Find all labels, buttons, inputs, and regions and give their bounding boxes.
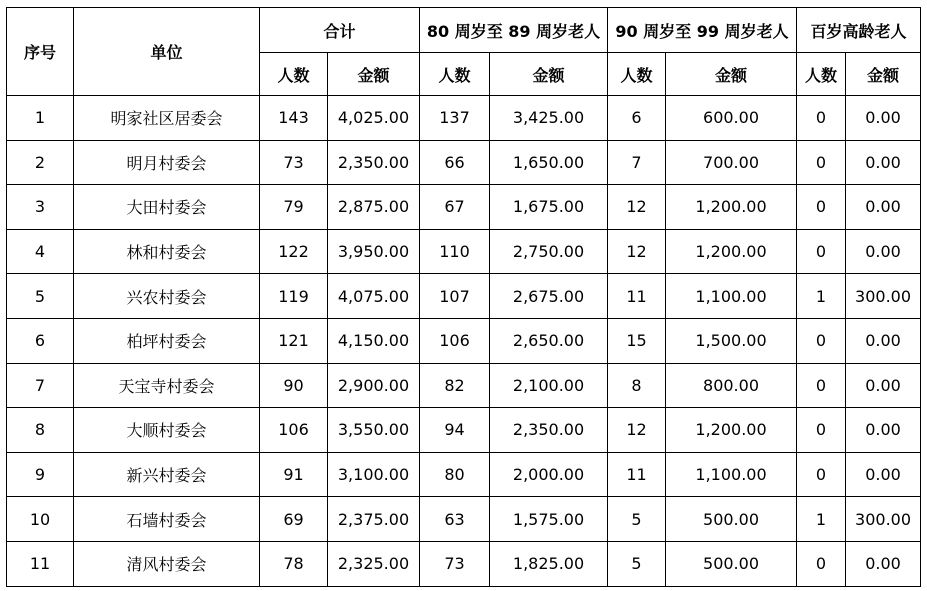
count-100-cell: 0 <box>797 318 846 363</box>
count-100-cell: 0 <box>797 185 846 230</box>
seq-cell: 7 <box>7 363 74 408</box>
table-body <box>7 96 921 587</box>
count-80-cell: 80 <box>420 452 490 497</box>
total-amount-cell: 2,350.00 <box>328 140 420 185</box>
amount-90-cell: 600.00 <box>666 96 797 141</box>
header-seq: 序号 <box>7 8 74 96</box>
seq-cell: 1 <box>7 96 74 141</box>
amount-100-cell: 0.00 <box>846 541 921 586</box>
total-amount-cell: 2,875.00 <box>328 185 420 230</box>
count-90-cell: 11 <box>608 274 666 319</box>
seq-cell: 11 <box>7 541 74 586</box>
count-80-cell: 66 <box>420 140 490 185</box>
header-80-count: 人数 <box>420 53 490 96</box>
unit-cell: 天宝寺村委会 <box>74 363 260 408</box>
amount-80-cell: 2,750.00 <box>490 229 608 274</box>
amount-100-cell: 0.00 <box>846 229 921 274</box>
count-80-cell: 106 <box>420 318 490 363</box>
seq-cell: 4 <box>7 229 74 274</box>
count-80-cell: 63 <box>420 497 490 542</box>
count-90-cell: 5 <box>608 541 666 586</box>
count-90-cell: 6 <box>608 96 666 141</box>
header-group-100: 百岁高龄老人 <box>797 8 921 53</box>
header-group-90-99: 90 周岁至 99 周岁老人 <box>608 8 797 53</box>
total-count-cell: 91 <box>260 452 328 497</box>
amount-100-cell: 0.00 <box>846 363 921 408</box>
table-row <box>7 452 921 497</box>
seq-cell: 6 <box>7 318 74 363</box>
total-amount-cell: 4,025.00 <box>328 96 420 141</box>
unit-cell: 石墙村委会 <box>74 497 260 542</box>
amount-100-cell: 300.00 <box>846 274 921 319</box>
header-group-80-89: 80 周岁至 89 周岁老人 <box>420 8 608 53</box>
header-100-amount: 金额 <box>846 53 921 96</box>
unit-cell: 林和村委会 <box>74 229 260 274</box>
amount-80-cell: 2,675.00 <box>490 274 608 319</box>
count-90-cell: 5 <box>608 497 666 542</box>
table-row <box>7 140 921 185</box>
total-count-cell: 69 <box>260 497 328 542</box>
amount-80-cell: 2,650.00 <box>490 318 608 363</box>
count-90-cell: 7 <box>608 140 666 185</box>
total-count-cell: 73 <box>260 140 328 185</box>
unit-cell: 大田村委会 <box>74 185 260 230</box>
header-90-count: 人数 <box>608 53 666 96</box>
header-unit: 单位 <box>74 8 260 96</box>
amount-80-cell: 1,675.00 <box>490 185 608 230</box>
amount-90-cell: 800.00 <box>666 363 797 408</box>
amount-90-cell: 1,100.00 <box>666 452 797 497</box>
total-amount-cell: 3,950.00 <box>328 229 420 274</box>
count-80-cell: 137 <box>420 96 490 141</box>
amount-100-cell: 0.00 <box>846 318 921 363</box>
total-count-cell: 79 <box>260 185 328 230</box>
total-count-cell: 143 <box>260 96 328 141</box>
seq-cell: 10 <box>7 497 74 542</box>
seq-cell: 8 <box>7 408 74 453</box>
amount-100-cell: 0.00 <box>846 140 921 185</box>
count-80-cell: 94 <box>420 408 490 453</box>
count-100-cell: 0 <box>797 229 846 274</box>
count-80-cell: 110 <box>420 229 490 274</box>
amount-90-cell: 500.00 <box>666 541 797 586</box>
count-100-cell: 0 <box>797 96 846 141</box>
count-100-cell: 0 <box>797 140 846 185</box>
header-total-amount: 金额 <box>328 53 420 96</box>
count-100-cell: 0 <box>797 452 846 497</box>
seq-cell: 3 <box>7 185 74 230</box>
total-amount-cell: 3,100.00 <box>328 452 420 497</box>
seq-cell: 5 <box>7 274 74 319</box>
total-amount-cell: 3,550.00 <box>328 408 420 453</box>
unit-cell: 明家社区居委会 <box>74 96 260 141</box>
amount-90-cell: 1,500.00 <box>666 318 797 363</box>
amount-100-cell: 0.00 <box>846 452 921 497</box>
header-90-amount: 金额 <box>666 53 797 96</box>
count-100-cell: 1 <box>797 497 846 542</box>
header-total: 合计 <box>260 8 420 53</box>
table-row <box>7 318 921 363</box>
amount-100-cell: 300.00 <box>846 497 921 542</box>
total-count-cell: 121 <box>260 318 328 363</box>
table-row <box>7 497 921 542</box>
count-90-cell: 12 <box>608 408 666 453</box>
total-count-cell: 119 <box>260 274 328 319</box>
amount-80-cell: 2,100.00 <box>490 363 608 408</box>
count-90-cell: 15 <box>608 318 666 363</box>
amount-80-cell: 3,425.00 <box>490 96 608 141</box>
amount-80-cell: 2,000.00 <box>490 452 608 497</box>
count-80-cell: 73 <box>420 541 490 586</box>
total-count-cell: 90 <box>260 363 328 408</box>
unit-cell: 清风村委会 <box>74 541 260 586</box>
total-amount-cell: 2,325.00 <box>328 541 420 586</box>
table-row <box>7 408 921 453</box>
amount-90-cell: 700.00 <box>666 140 797 185</box>
total-amount-cell: 4,075.00 <box>328 274 420 319</box>
amount-80-cell: 2,350.00 <box>490 408 608 453</box>
unit-cell: 明月村委会 <box>74 140 260 185</box>
header-100-count: 人数 <box>797 53 846 96</box>
table-row <box>7 274 921 319</box>
amount-90-cell: 1,200.00 <box>666 408 797 453</box>
table-row <box>7 185 921 230</box>
unit-cell: 柏坪村委会 <box>74 318 260 363</box>
header-total-count: 人数 <box>260 53 328 96</box>
amount-80-cell: 1,825.00 <box>490 541 608 586</box>
amount-100-cell: 0.00 <box>846 96 921 141</box>
amount-80-cell: 1,650.00 <box>490 140 608 185</box>
total-amount-cell: 2,375.00 <box>328 497 420 542</box>
count-90-cell: 11 <box>608 452 666 497</box>
amount-90-cell: 1,200.00 <box>666 185 797 230</box>
amount-100-cell: 0.00 <box>846 185 921 230</box>
unit-cell: 新兴村委会 <box>74 452 260 497</box>
unit-cell: 兴农村委会 <box>74 274 260 319</box>
header-80-amount: 金额 <box>490 53 608 96</box>
table-row <box>7 96 921 141</box>
total-amount-cell: 2,900.00 <box>328 363 420 408</box>
seq-cell: 2 <box>7 140 74 185</box>
count-90-cell: 8 <box>608 363 666 408</box>
count-80-cell: 107 <box>420 274 490 319</box>
amount-100-cell: 0.00 <box>846 408 921 453</box>
total-count-cell: 78 <box>260 541 328 586</box>
elderly-subsidy-table <box>6 7 921 587</box>
count-100-cell: 0 <box>797 541 846 586</box>
total-count-cell: 122 <box>260 229 328 274</box>
count-100-cell: 0 <box>797 363 846 408</box>
amount-90-cell: 1,100.00 <box>666 274 797 319</box>
count-100-cell: 1 <box>797 274 846 319</box>
count-80-cell: 67 <box>420 185 490 230</box>
count-90-cell: 12 <box>608 185 666 230</box>
table-row <box>7 363 921 408</box>
unit-cell: 大顺村委会 <box>74 408 260 453</box>
amount-90-cell: 1,200.00 <box>666 229 797 274</box>
amount-80-cell: 1,575.00 <box>490 497 608 542</box>
table-row <box>7 541 921 586</box>
count-80-cell: 82 <box>420 363 490 408</box>
total-amount-cell: 4,150.00 <box>328 318 420 363</box>
count-100-cell: 0 <box>797 408 846 453</box>
total-count-cell: 106 <box>260 408 328 453</box>
table-row <box>7 229 921 274</box>
amount-90-cell: 500.00 <box>666 497 797 542</box>
count-90-cell: 12 <box>608 229 666 274</box>
seq-cell: 9 <box>7 452 74 497</box>
